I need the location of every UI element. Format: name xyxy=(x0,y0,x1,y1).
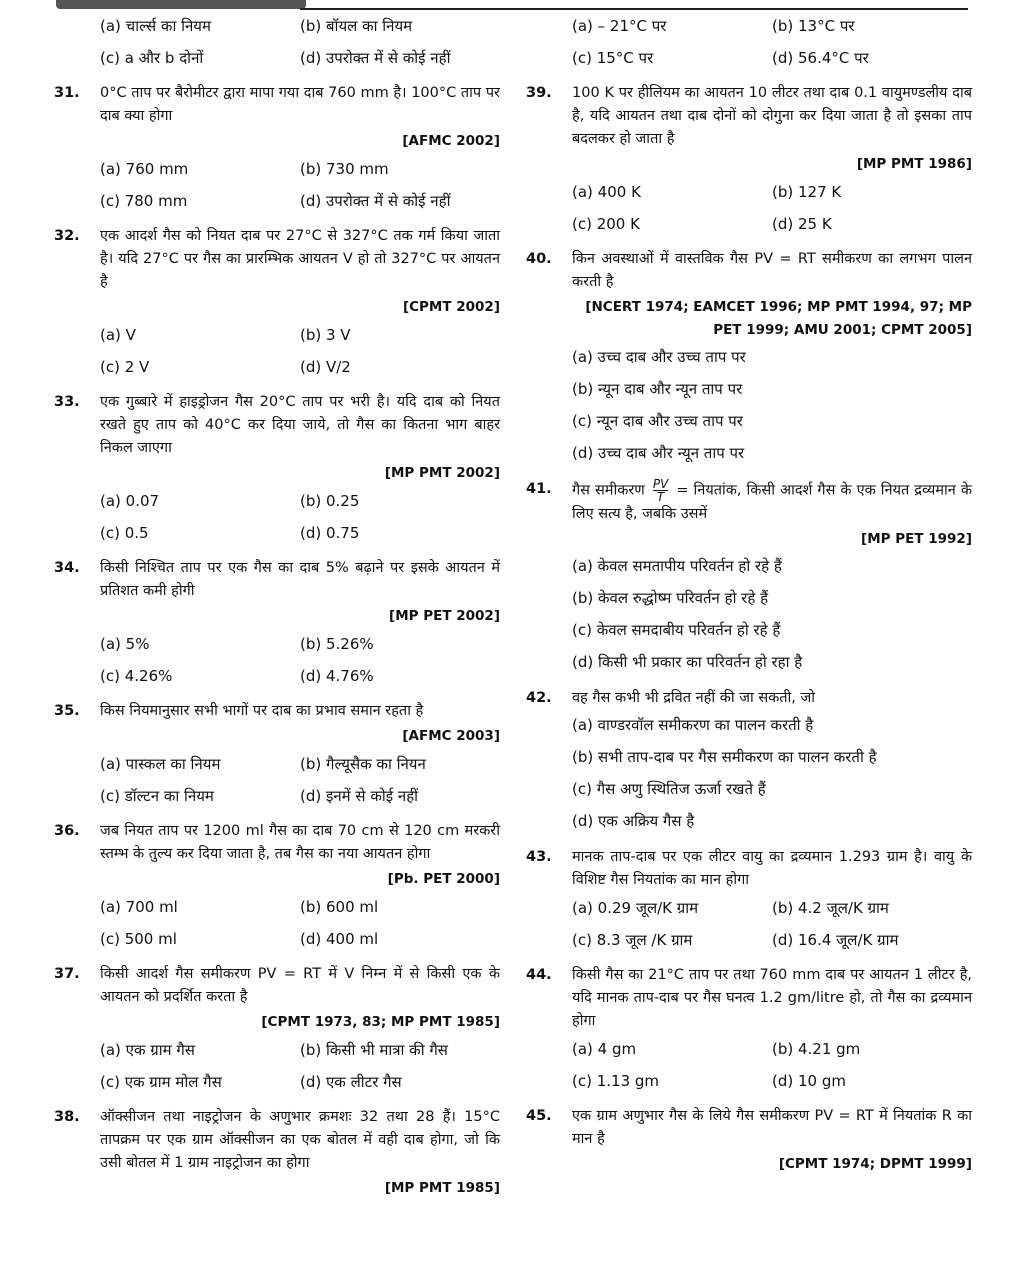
options-40 xyxy=(572,342,972,470)
question-text: वह गैस कभी भी द्रवित नहीं की जा सकती, जो xyxy=(572,690,816,706)
question-text-post: = नियतांक, किसी आदर्श गैस के एक नियत द्रव्यमान के लिए सत्य है, जबकि उसमें xyxy=(572,482,973,522)
question-37 xyxy=(54,963,500,1034)
option: (b) न्यून दाब और न्यून ताप पर xyxy=(572,380,743,398)
question-32 xyxy=(54,225,500,319)
options-32 xyxy=(100,319,500,383)
option: (b) 5.26% xyxy=(300,635,374,653)
option: (d) 16.4 जूल/K ग्राम xyxy=(772,931,899,949)
exam-source: [CPMT 1974; DPMT 1999] xyxy=(778,1156,972,1172)
option: (c) 500 ml xyxy=(100,930,177,948)
option: (b) 127 K xyxy=(772,183,842,201)
question-text: किस नियमानुसार सभी भागों पर दाब का प्रभाव समान रहता है xyxy=(100,703,424,719)
option: (b) 13°C पर xyxy=(772,17,855,35)
options-35 xyxy=(100,748,500,812)
option: (c) 15°C पर xyxy=(572,49,654,67)
option: (b) 730 mm xyxy=(300,160,389,178)
question-number: 34. xyxy=(54,560,80,576)
question-number: 40. xyxy=(526,251,552,267)
question-number: 38. xyxy=(54,1109,80,1125)
options-43 xyxy=(572,892,972,956)
exam-source: [MP PMT 1986] xyxy=(856,156,972,172)
option: (c) न्यून दाब और उच्च ताप पर xyxy=(572,412,743,430)
exam-source: [MP PET 1992] xyxy=(861,531,972,547)
option: (b) 0.25 xyxy=(300,492,360,510)
header-bar xyxy=(0,0,1024,10)
question-number: 44. xyxy=(526,967,552,983)
question-44 xyxy=(526,964,972,1033)
option: (d) V/2 xyxy=(300,358,351,376)
option: (d) एक लीटर गैस xyxy=(300,1073,402,1091)
fraction-denominator: T xyxy=(653,490,668,503)
header-tab xyxy=(56,0,306,9)
exam-source: [Pb. PET 2000] xyxy=(387,871,500,887)
option: (a) एक ग्राम गैस xyxy=(100,1041,195,1059)
question-36 xyxy=(54,820,500,891)
option: (a) पास्कल का नियम xyxy=(100,755,221,773)
option: (a) 700 ml xyxy=(100,898,178,916)
exam-source: [AFMC 2003] xyxy=(402,728,500,744)
option: (d) उच्च दाब और न्यून ताप पर xyxy=(572,444,745,462)
options-36 xyxy=(100,891,500,955)
option: (b) बॉयल का नियम xyxy=(300,17,413,35)
option: (a) V xyxy=(100,326,136,344)
exam-source: [MP PMT 1985] xyxy=(384,1180,500,1196)
option: (d) 0.75 xyxy=(300,524,360,542)
question-text: किन अवस्थाओं में वास्तविक गैस PV = RT समीकरण का लगभग पालन करती है xyxy=(572,251,972,290)
options-42 xyxy=(572,710,972,838)
carryover-options-right xyxy=(572,10,972,74)
option: (a) – 21°C पर xyxy=(572,17,667,35)
option: (d) इनमें से कोई नहीं xyxy=(300,787,419,805)
option: (a) 400 K xyxy=(572,183,641,201)
option: (d) 10 gm xyxy=(772,1072,846,1090)
exam-source: [CPMT 2002] xyxy=(402,299,500,315)
option: (b) 4.21 gm xyxy=(772,1040,861,1058)
right-column xyxy=(526,10,972,1176)
exam-source: [MP PMT 2002] xyxy=(384,465,500,481)
question-text: 0°C ताप पर बैरोमीटर द्वारा मापा गया दाब 760 mm है। 100°C ताप पर दाब क्या होगा xyxy=(100,85,500,124)
question-number: 33. xyxy=(54,394,80,410)
option: (a) वाण्डरवॉल समीकरण का पालन करती है xyxy=(572,716,814,734)
question-text: 100 K पर हीलियम का आयतन 10 लीटर तथा दाब 0.1 वायुमण्डलीय दाब है, यदि आयतन तथा दाब दोनों को दोगुना कर दिया जाता है तो इसका ताप बदलकर हो जाता है xyxy=(572,85,972,147)
option: (c) 4.26% xyxy=(100,667,173,685)
question-text: किसी गैस का 21°C ताप पर तथा 760 mm दाब पर आयतन 1 लीटर है, यदि मानक ताप-दाब पर गैस घनत्व 1.2 gm/litre हो, तो गैस का द्रव्यमान होगा xyxy=(572,967,972,1029)
question-42 xyxy=(526,687,972,710)
options-31 xyxy=(100,153,500,217)
question-34 xyxy=(54,557,500,628)
option: (c) गैस अणु स्थितिज ऊर्जा रखते हैं xyxy=(572,780,766,798)
question-41 xyxy=(526,478,972,551)
exam-source: [CPMT 1973, 83; MP PMT 1985] xyxy=(261,1014,500,1030)
option: (d) एक अक्रिय गैस है xyxy=(572,812,695,830)
question-43 xyxy=(526,846,972,892)
option: (c) 2 V xyxy=(100,358,150,376)
question-text: एक गुब्बारे में हाइड्रोजन गैस 20°C ताप पर भरी है। यदि दाब को नियत रखते हुए ताप को 40°C कर दिया जाये, तो गैस का कितना भाग बाहर निकल जाएगा xyxy=(100,394,500,456)
options-44 xyxy=(572,1033,972,1097)
exam-source: [NCERT 1974; EAMCET 1996; MP PMT 1994, 97; MP PET 1999; AMU 2001; CPMT 2005] xyxy=(585,299,972,338)
option: (c) केवल समदाबीय परिवर्तन हो रहे हैं xyxy=(572,621,781,639)
left-column xyxy=(54,10,500,1200)
option: (a) 760 mm xyxy=(100,160,189,178)
option: (a) 0.29 जूल/K ग्राम xyxy=(572,899,699,917)
question-31 xyxy=(54,82,500,153)
option: (b) केवल रुद्धोष्म परिवर्तन हो रहे हैं xyxy=(572,589,769,607)
options-37 xyxy=(100,1034,500,1098)
option: (c) 200 K xyxy=(572,215,640,233)
option: (a) 4 gm xyxy=(572,1040,637,1058)
carryover-options-left xyxy=(100,10,500,74)
option: (b) सभी ताप-दाब पर गैस समीकरण का पालन करती है xyxy=(572,748,877,766)
question-text: ऑक्सीजन तथा नाइट्रोजन के अणुभार क्रमशः 32 तथा 28 हैं। 15°C तापक्रम पर एक ग्राम ऑक्सीजन का एक बोतल में वही दाब होगा, जो कि उसी बोतल में 1 ग्राम नाइट्रोजन का होगा xyxy=(100,1109,500,1171)
question-number: 42. xyxy=(526,690,552,706)
question-38 xyxy=(54,1106,500,1200)
option: (d) 25 K xyxy=(772,215,832,233)
option: (c) 780 mm xyxy=(100,192,188,210)
question-number: 45. xyxy=(526,1108,552,1124)
exam-source: [MP PET 2002] xyxy=(389,608,500,624)
fraction-pv-over-t xyxy=(653,478,668,503)
question-text: किसी निश्चित ताप पर एक गैस का दाब 5% बढ़ाने पर इसके आयतन में प्रतिशत कमी होगी xyxy=(100,560,500,599)
option: (d) उपरोक्त में से कोई नहीं xyxy=(300,49,451,67)
option: (a) केवल समतापीय परिवर्तन हो रहे हैं xyxy=(572,557,782,575)
options-33 xyxy=(100,485,500,549)
question-text: जब नियत ताप पर 1200 ml गैस का दाब 70 cm से 120 cm मरकरी स्तम्भ के तुल्य कर दिया जाता है, तब गैस का नया आयतन होगा xyxy=(100,823,500,862)
option: (a) चार्ल्स का नियम xyxy=(100,17,211,35)
question-number: 41. xyxy=(526,481,552,497)
option: (c) a और b दोनों xyxy=(100,49,204,67)
option: (a) उच्च दाब और उच्च ताप पर xyxy=(572,348,746,366)
option: (d) 4.76% xyxy=(300,667,374,685)
option: (a) 0.07 xyxy=(100,492,160,510)
option: (c) 8.3 जूल /K ग्राम xyxy=(572,931,693,949)
option: (c) डॉल्टन का नियम xyxy=(100,787,214,805)
question-number: 31. xyxy=(54,85,80,101)
question-33 xyxy=(54,391,500,485)
question-text: मानक ताप-दाब पर एक लीटर वायु का द्रव्यमान 1.293 ग्राम है। वायु के विशिष्ट गैस नियतांक का मान होगा xyxy=(572,849,972,888)
question-text: एक ग्राम अणुभार गैस के लिये गैस समीकरण PV = RT में नियतांक R का मान है xyxy=(572,1108,972,1147)
option: (b) गैल्यूसैक का नियन xyxy=(300,755,426,773)
fraction-numerator: PV xyxy=(652,477,669,491)
option: (c) 0.5 xyxy=(100,524,149,542)
question-40 xyxy=(526,248,972,342)
question-number: 35. xyxy=(54,703,80,719)
exam-source: [AFMC 2002] xyxy=(402,133,500,149)
question-39 xyxy=(526,82,972,176)
option: (b) 4.2 जूल/K ग्राम xyxy=(772,899,889,917)
question-text-pre: गैस समीकरण xyxy=(572,482,645,499)
option: (d) 400 ml xyxy=(300,930,379,948)
question-text: किसी आदर्श गैस समीकरण PV = RT में V निम्न में से किसी एक के आयतन को प्रदर्शित करता है xyxy=(100,966,500,1005)
options-34 xyxy=(100,628,500,692)
option: (d) किसी भी प्रकार का परिवर्तन हो रहा है xyxy=(572,653,803,671)
option: (d) उपरोक्त में से कोई नहीं xyxy=(300,192,451,210)
option: (a) 5% xyxy=(100,635,150,653)
question-number: 36. xyxy=(54,823,80,839)
question-35 xyxy=(54,700,500,748)
options-41 xyxy=(572,551,972,679)
option: (c) 1.13 gm xyxy=(572,1072,660,1090)
option: (b) किसी भी मात्रा की गैस xyxy=(300,1041,448,1059)
question-45 xyxy=(526,1105,972,1176)
question-number: 43. xyxy=(526,849,552,865)
option: (b) 600 ml xyxy=(300,898,379,916)
option: (b) 3 V xyxy=(300,326,351,344)
question-number: 37. xyxy=(54,966,80,982)
option: (c) एक ग्राम मोल गैस xyxy=(100,1073,222,1091)
options-39 xyxy=(572,176,972,240)
question-number: 39. xyxy=(526,85,552,101)
question-number: 32. xyxy=(54,228,80,244)
question-text: एक आदर्श गैस को नियत दाब पर 27°C से 327°C तक गर्म किया जाता है। यदि 27°C पर गैस का प्रारम्भिक आयतन V हो तो 327°C पर आयतन है xyxy=(100,228,500,290)
option: (d) 56.4°C पर xyxy=(772,49,869,67)
